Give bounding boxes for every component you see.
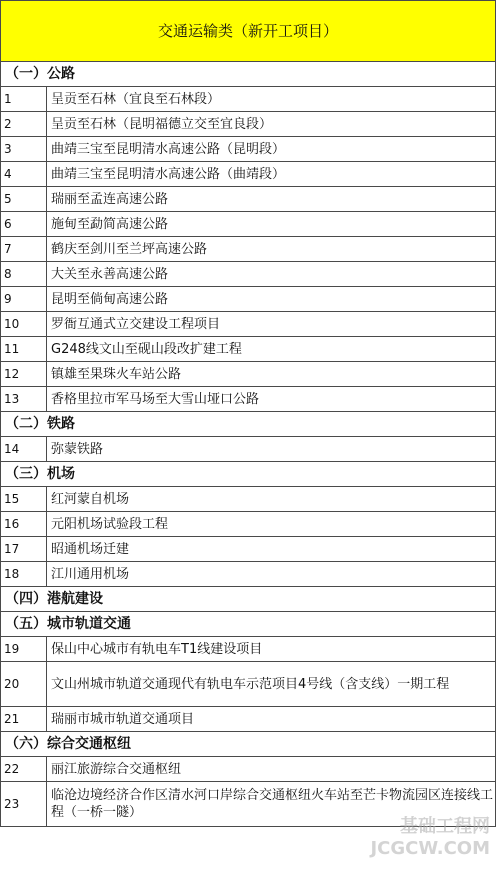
table-row bbox=[1, 212, 496, 237]
section-row bbox=[1, 612, 496, 637]
row-number: 18 bbox=[1, 562, 47, 587]
watermark-en: JCGCW.COM bbox=[370, 838, 490, 859]
row-number: 13 bbox=[1, 387, 47, 412]
row-number: 6 bbox=[1, 212, 47, 237]
table-row bbox=[1, 312, 496, 337]
project-table-body bbox=[1, 1, 496, 827]
row-number: 11 bbox=[1, 337, 47, 362]
row-number: 20 bbox=[1, 662, 47, 707]
row-number: 1 bbox=[1, 87, 47, 112]
project-name: 曲靖三宝至昆明清水高速公路（曲靖段） bbox=[47, 162, 496, 187]
project-name: 江川通用机场 bbox=[47, 562, 496, 587]
row-number: 21 bbox=[1, 707, 47, 732]
table-row bbox=[1, 662, 496, 707]
row-number: 10 bbox=[1, 312, 47, 337]
table-row bbox=[1, 537, 496, 562]
project-name: 文山州城市轨道交通现代有轨电车示范项目4号线（含支线）一期工程 bbox=[47, 662, 496, 707]
row-number: 2 bbox=[1, 112, 47, 137]
project-name: 昭通机场迁建 bbox=[47, 537, 496, 562]
table-row bbox=[1, 362, 496, 387]
table-row bbox=[1, 707, 496, 732]
section-heading: （五）城市轨道交通 bbox=[1, 612, 496, 637]
table-row bbox=[1, 512, 496, 537]
row-number: 12 bbox=[1, 362, 47, 387]
section-row bbox=[1, 412, 496, 437]
row-number: 3 bbox=[1, 137, 47, 162]
project-name: 施甸至勐简高速公路 bbox=[47, 212, 496, 237]
project-name: 曲靖三宝至昆明清水高速公路（昆明段） bbox=[47, 137, 496, 162]
row-number: 19 bbox=[1, 637, 47, 662]
table-row bbox=[1, 262, 496, 287]
row-number: 7 bbox=[1, 237, 47, 262]
watermark-cn: 基础工程网 bbox=[400, 816, 490, 837]
section-heading: （一）公路 bbox=[1, 62, 496, 87]
project-name: 大关至永善高速公路 bbox=[47, 262, 496, 287]
table-row bbox=[1, 187, 496, 212]
row-number: 8 bbox=[1, 262, 47, 287]
project-name: 罗衙互通式立交建设工程项目 bbox=[47, 312, 496, 337]
table-title: 交通运输类（新开工项目） bbox=[1, 1, 496, 62]
table-row bbox=[1, 757, 496, 782]
project-name: 保山中心城市有轨电车T1线建设项目 bbox=[47, 637, 496, 662]
project-name: 元阳机场试验段工程 bbox=[47, 512, 496, 537]
row-number: 17 bbox=[1, 537, 47, 562]
section-heading: （三）机场 bbox=[1, 462, 496, 487]
project-name: 呈贡至石林（宜良至石林段） bbox=[47, 87, 496, 112]
table-row bbox=[1, 487, 496, 512]
project-name: G248线文山至砚山段改扩建工程 bbox=[47, 337, 496, 362]
table-row bbox=[1, 287, 496, 312]
table-row bbox=[1, 237, 496, 262]
table-row bbox=[1, 162, 496, 187]
table-row bbox=[1, 562, 496, 587]
row-number: 4 bbox=[1, 162, 47, 187]
section-heading: （四）港航建设 bbox=[1, 587, 496, 612]
section-row bbox=[1, 62, 496, 87]
section-row bbox=[1, 462, 496, 487]
title-row bbox=[1, 1, 496, 62]
row-number: 16 bbox=[1, 512, 47, 537]
project-name: 瑞丽至孟连高速公路 bbox=[47, 187, 496, 212]
project-name: 红河蒙自机场 bbox=[47, 487, 496, 512]
table-row bbox=[1, 387, 496, 412]
row-number: 5 bbox=[1, 187, 47, 212]
table-row bbox=[1, 87, 496, 112]
table-row bbox=[1, 337, 496, 362]
row-number: 15 bbox=[1, 487, 47, 512]
project-name: 镇雄至果珠火车站公路 bbox=[47, 362, 496, 387]
table-row bbox=[1, 112, 496, 137]
project-name: 临沧边境经济合作区清水河口岸综合交通枢纽火车站至芒卡物流园区连接线工程（一桥一隧） bbox=[47, 782, 496, 827]
row-number: 9 bbox=[1, 287, 47, 312]
table-row bbox=[1, 782, 496, 827]
project-name: 鹤庆至剑川至兰坪高速公路 bbox=[47, 237, 496, 262]
project-name: 丽江旅游综合交通枢纽 bbox=[47, 757, 496, 782]
project-name: 香格里拉市军马场至大雪山垭口公路 bbox=[47, 387, 496, 412]
project-name: 弥蒙铁路 bbox=[47, 437, 496, 462]
row-number: 14 bbox=[1, 437, 47, 462]
project-name: 昆明至倘甸高速公路 bbox=[47, 287, 496, 312]
section-row bbox=[1, 587, 496, 612]
table-row bbox=[1, 637, 496, 662]
table-row bbox=[1, 437, 496, 462]
project-name: 瑞丽市城市轨道交通项目 bbox=[47, 707, 496, 732]
row-number: 22 bbox=[1, 757, 47, 782]
section-heading: （六）综合交通枢纽 bbox=[1, 732, 496, 757]
project-name: 呈贡至石林（昆明福德立交至宜良段） bbox=[47, 112, 496, 137]
row-number: 23 bbox=[1, 782, 47, 827]
section-heading: （二）铁路 bbox=[1, 412, 496, 437]
section-row bbox=[1, 732, 496, 757]
table-row bbox=[1, 137, 496, 162]
